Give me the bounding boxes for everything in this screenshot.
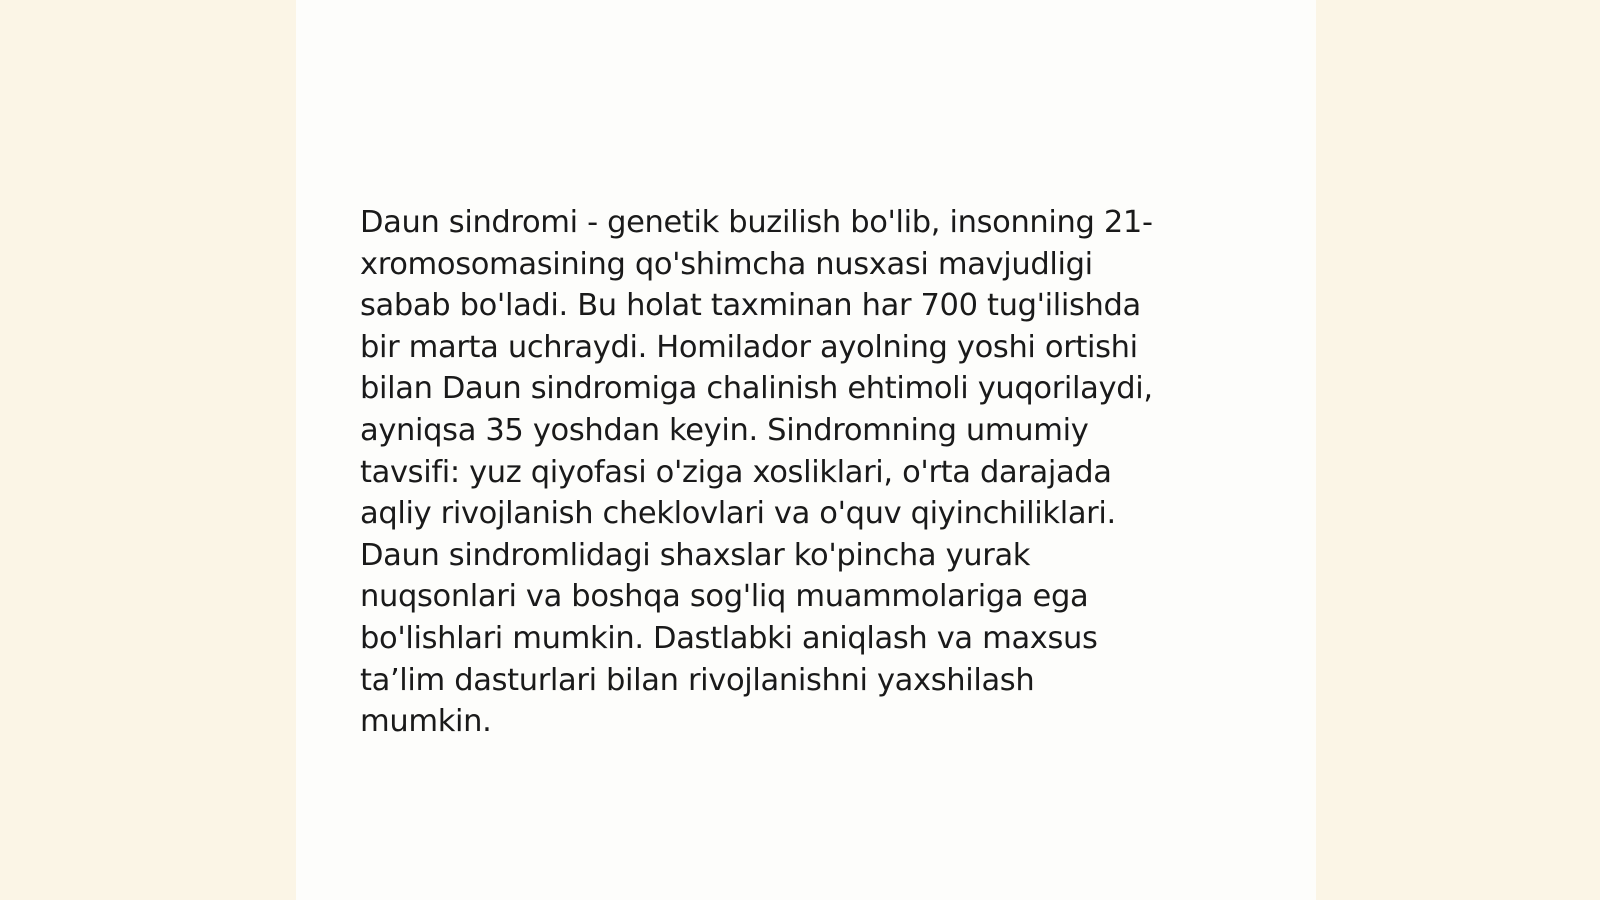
content-panel [296,0,1316,900]
body-paragraph: Daun sindromi - genetik buzilish bo'lib, insonning 21- xromosomasining qo'shimcha nusxasi mavjudligi sabab bo'ladi. Bu holat taxminan har 700 tug'ilishda bir marta uchraydi. Homilador ayolning yoshi ortishi bilan Daun sindromiga chalinish ehtimoli yuqorilaydi, ayniqsa 35 yoshdan keyin. Sindromning umumiy tavsifi: yuz qiyofasi o'ziga xosliklari, o'rta darajada aqliy rivojlanish cheklovlari va o'quv qiyinchiliklari. Daun sindromlidagi shaxslar ko'pincha yurak nuqsonlari va boshqa sog'liq muammolariga ega bo'lishlari mumkin. Dastlabki aniqlash va maxsus ta’lim dasturlari bilan rivojlanishni yaxshilash mumkin. [360,205,1153,740]
